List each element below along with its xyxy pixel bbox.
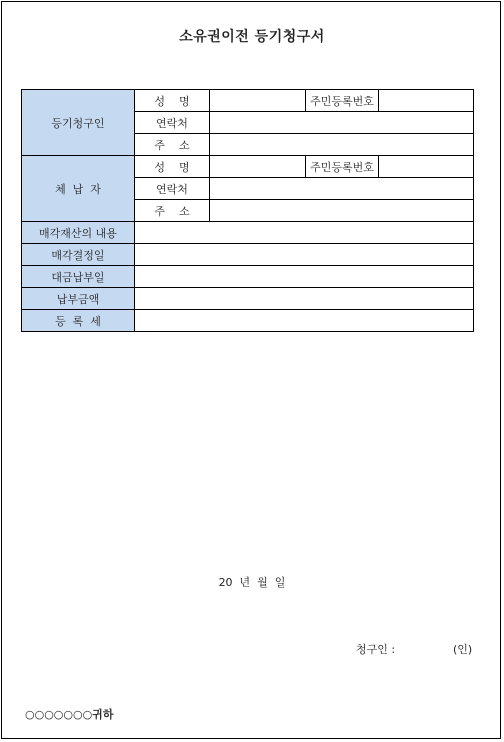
payment-date-row	[22, 266, 474, 288]
claimant-rrn-label: 주민등록번호	[306, 90, 379, 112]
claimant-address-field[interactable]	[210, 134, 474, 156]
payment-amount-field[interactable]	[135, 288, 474, 310]
claimant-name-label: 성 명	[135, 90, 210, 112]
registration-tax-field[interactable]	[135, 310, 474, 332]
payment-date-label: 대금납부일	[22, 266, 135, 288]
seal-label: (인)	[453, 643, 473, 656]
taxpayer-contact-label: 연락처	[135, 178, 210, 200]
taxpayer-name-row	[22, 156, 474, 178]
document-title: 소유권이전 등기청구서	[179, 29, 325, 45]
sale-decision-date-label: 매각결정일	[22, 244, 135, 266]
property-section-label: 매각재산의 내용	[22, 222, 135, 244]
taxpayer-section-label: 체 납 자	[22, 156, 135, 222]
sale-decision-date-field[interactable]	[135, 244, 474, 266]
taxpayer-contact-field[interactable]	[210, 178, 474, 200]
claim-form-table	[21, 89, 474, 332]
property-details-field[interactable]	[135, 222, 474, 244]
payment-amount-row	[22, 288, 474, 310]
claimant-contact-field[interactable]	[210, 112, 474, 134]
property-row	[22, 222, 474, 244]
taxpayer-address-label: 주 소	[135, 200, 210, 222]
payment-amount-label: 납부금액	[22, 288, 135, 310]
payment-date-field[interactable]	[135, 266, 474, 288]
claimant-address-label: 주 소	[135, 134, 210, 156]
claimant-name-field[interactable]	[210, 90, 306, 112]
sale-decision-date-row	[22, 244, 474, 266]
taxpayer-name-label: 성 명	[135, 156, 210, 178]
taxpayer-rrn-field[interactable]	[379, 156, 474, 178]
registration-tax-row	[22, 310, 474, 332]
registration-tax-label: 등 록 세	[22, 310, 135, 332]
taxpayer-address-field[interactable]	[210, 200, 474, 222]
claimant-name-row	[22, 90, 474, 112]
claimant-rrn-field[interactable]	[379, 90, 474, 112]
claimant-section-label: 등기청구인	[22, 90, 135, 156]
date-line: 20 년 월 일	[218, 576, 286, 589]
claimant-contact-label: 연락처	[135, 112, 210, 134]
claimant-signature-label: 청구인 :	[356, 643, 396, 656]
addressee: ○○○○○○○귀하	[25, 708, 114, 721]
taxpayer-name-field[interactable]	[210, 156, 306, 178]
taxpayer-rrn-label: 주민등록번호	[306, 156, 379, 178]
